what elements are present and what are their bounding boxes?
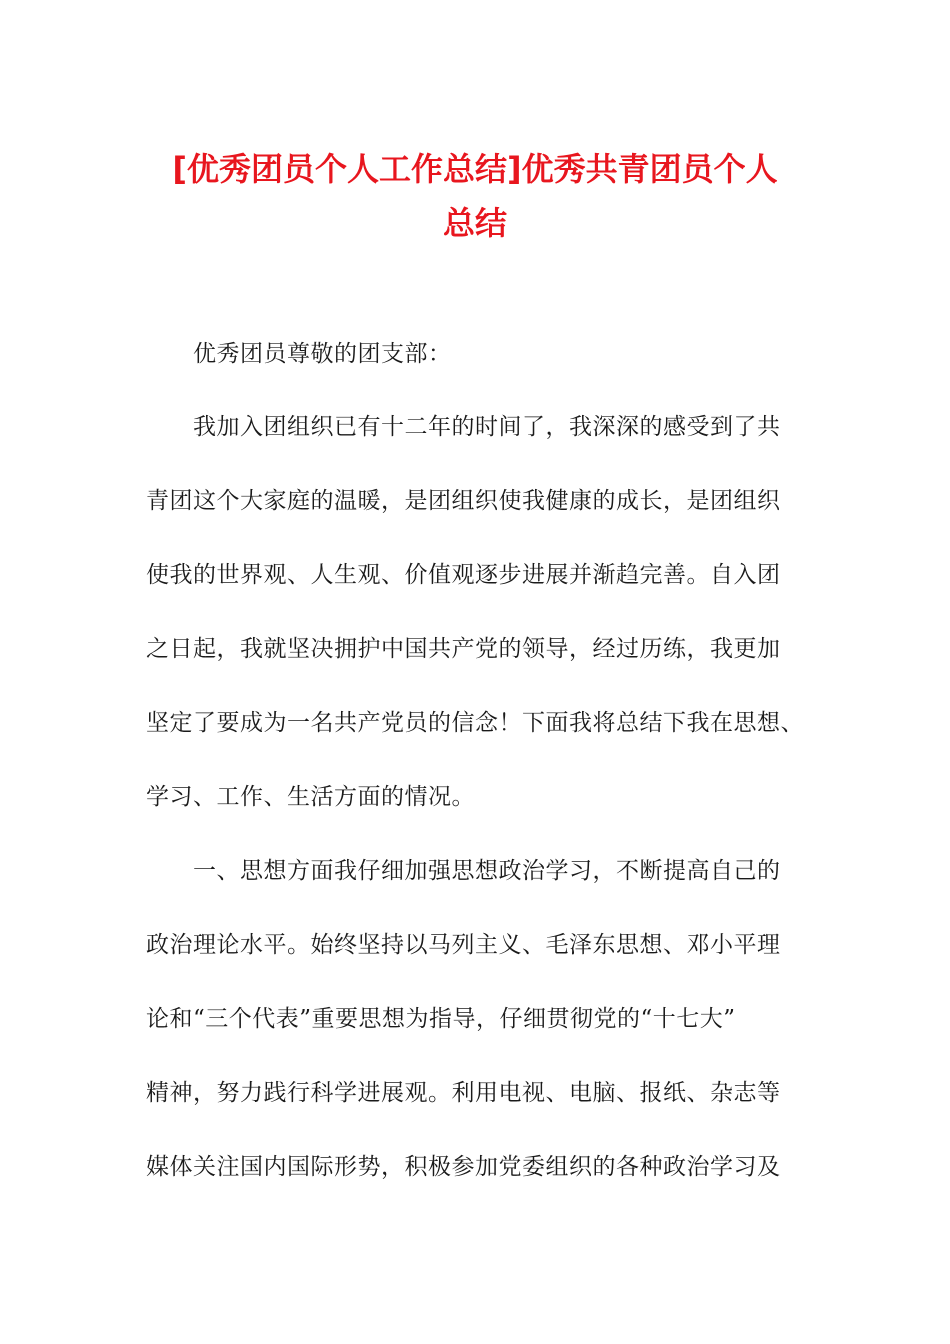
document-title	[120, 142, 830, 250]
paragraph-line: 媒体关注国内国际形势，积极参加党委组织的各种政治学习及	[146, 1154, 781, 1180]
title-line-1: [优秀团员个人工作总结]优秀共青团员个人	[172, 150, 778, 188]
paragraph-line: 精神，努力践行科学进展观。利用电视、电脑、报纸、杂志等	[146, 1080, 781, 1106]
paragraph-line: 学习、工作、生活方面的情况。	[146, 784, 475, 810]
paragraph-line: 之日起，我就坚决拥护中国共产党的领导，经过历练，我更加	[146, 636, 781, 662]
paragraph-line: 青团这个大家庭的温暖，是团组织使我健康的成长，是团组织	[146, 488, 781, 514]
paragraph-line: 坚定了要成为一名共产党员的信念！下面我将总结下我在思想、	[146, 710, 804, 736]
paragraph-line: 一、思想方面我仔细加强思想政治学习，不断提高自己的	[193, 858, 781, 884]
paragraph-line: 政治理论水平。始终坚持以马列主义、毛泽东思想、邓小平理	[146, 932, 781, 958]
paragraph-line: 我加入团组织已有十二年的时间了，我深深的感受到了共	[193, 414, 781, 440]
title-line-2: 总结	[442, 204, 507, 242]
paragraph-line: 使我的世界观、人生观、价值观逐步进展并渐趋完善。自入团	[146, 562, 781, 588]
salutation: 优秀团员尊敬的团支部：	[193, 341, 452, 367]
paragraph-line: 论和“三个代表”重要思想为指导，仔细贯彻党的“十七大”	[146, 1006, 736, 1032]
